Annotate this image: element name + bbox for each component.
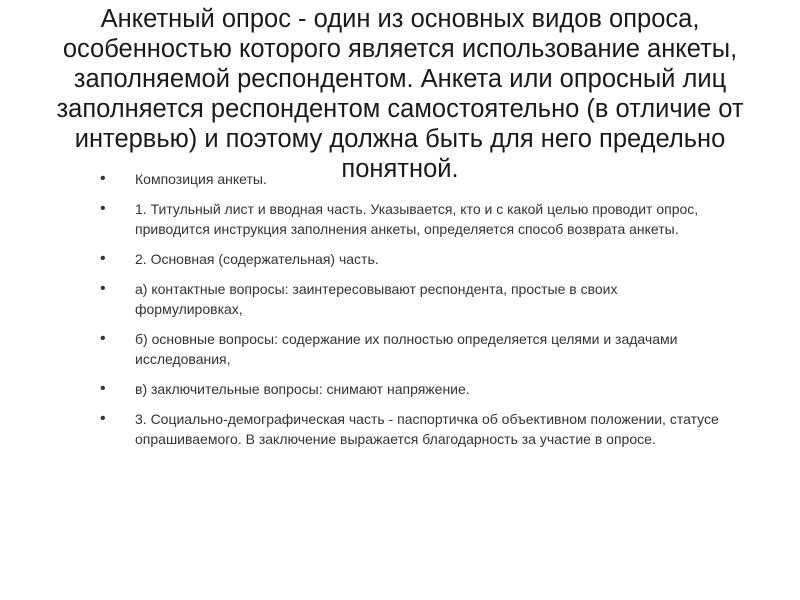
bullet-icon: • [100, 280, 106, 297]
slide-title: Анкетный опрос - один из основных видов опроса, особенностью которого является использование анкеты, заполняемой респондентом. Анкета или опросный лиц заполняется респондентом самостоятельно (в отличие от интервью) и поэтому должна быть для него предельно понятной. [56, 5, 744, 183]
bullet-icon: • [100, 250, 106, 267]
list-item-text: Композиция анкеты. [135, 171, 267, 187]
list-item [100, 379, 720, 399]
list-item-text: в) заключительные вопросы: снимают напряжение. [135, 381, 470, 397]
list-item [100, 329, 720, 369]
list-item [100, 169, 720, 189]
bullet-icon: • [100, 170, 106, 187]
bullet-icon: • [100, 410, 106, 427]
bullet-icon: • [100, 200, 106, 217]
list-item-text: а) контактные вопросы: заинтересовывают респондента, простые в своих формулировках, [135, 281, 618, 317]
bullet-icon: • [100, 330, 106, 347]
list-item [100, 199, 720, 239]
list-item [100, 279, 720, 319]
list-item-text: 3. Социально-демографическая часть - паспортичка об объективном положении, статусе опрашиваемого. В заключение выражается благодарность за участие в опросе. [135, 411, 719, 447]
list-item-text: 2. Основная (содержательная) часть. [135, 251, 379, 267]
list-item [100, 249, 720, 269]
bullet-icon: • [100, 380, 106, 397]
list-item [100, 409, 720, 449]
bullet-list [100, 169, 720, 459]
list-item-text: б) основные вопросы: содержание их полностью определяется целями и задачами исследования, [135, 331, 678, 367]
list-item-text: 1. Титульный лист и вводная часть. Указывается, кто и с какой целью проводит опрос, приводится инструкция заполнения анкеты, определяется способ возврата анкеты. [135, 201, 699, 237]
